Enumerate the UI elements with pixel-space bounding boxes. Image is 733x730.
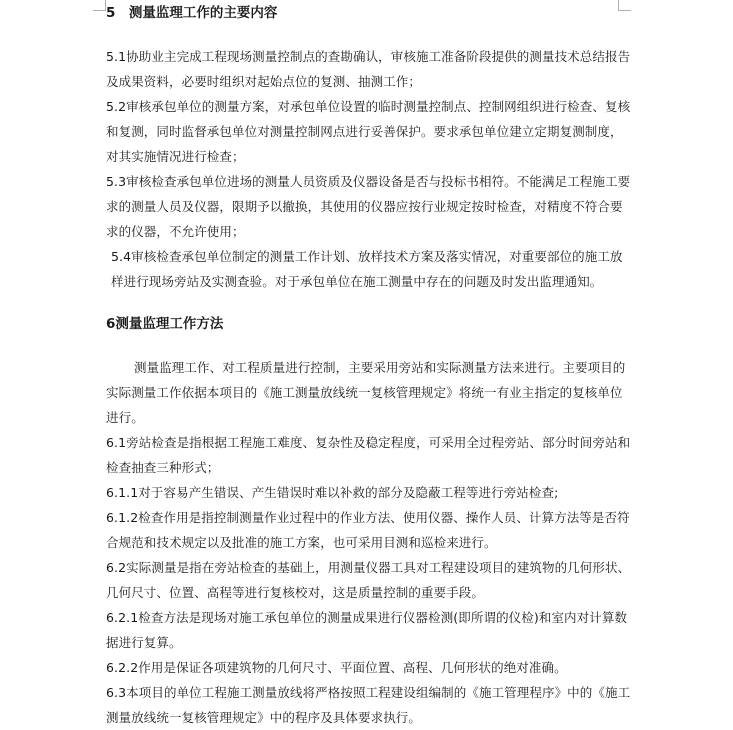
paragraph-5-4: 5.4审核检查承包单位制定的测量工作计划、放样技术方案及落实情况，对重要部位的施工放样进行现场旁站及实测查验。对于承包单位在施工测量中存在的问题及时发出监理通知。 [111,249,623,289]
paragraph-6-1-1: 6.1.1对于容易产生错误、产生错误时难以补救的部分及隐蔽工程等进行旁站检查; [106,485,559,500]
paragraph-6-intro: 测量监理工作、对工程质量进行控制，主要采用旁站和实际测量方法来进行。主要项目的实际测量工作依据本项目的《施工测量放线统一复核管理规定》将统一有业主指定的复核单位进行。 [106,360,626,425]
section-6-heading: 6测量监理工作方法 [106,316,224,332]
paragraph-6-2-2: 6.2.2作用是保证各项建筑物的几何尺寸、平面位置、高程、几何形状的绝对准确。 [106,660,567,675]
page-corner-mark-left [93,0,106,11]
paragraph-6-1-2: 6.1.2检查作用是指控制测量作业过程中的作业方法、使用仪器、操作人员、计算方法等是否符合规范和技术规定以及批准的施工方案，也可采用目测和巡检来进行。 [106,510,630,550]
paragraph-6-3: 6.3本项目的单位工程施工测量放线将严格按照工程建设组编制的《施工管理程序》中的《施工测量放线统一复核管理规定》中的程序及具体要求执行。 [106,685,631,725]
paragraph-5-3: 5.3审核检查承包单位进场的测量人员资质及仪器设备是否与投标书相符。不能满足工程施工要求的测量人员及仪器，限期予以撤换，其使用的仪器应按行业规定按时检查，对精度不符合要求的仪器，不允许使用； [106,174,631,239]
section-5-heading: 5 测量监理工作的主要内容 [106,5,278,21]
paragraph-6-2-1: 6.2.1检查方法是现场对施工承包单位的测量成果进行仪器检测(即所谓的仪检)和室内对计算数据进行复算。 [106,610,628,650]
paragraph-6-1: 6.1旁站检查是指根据工程施工难度、复杂性及稳定程度，可采用全过程旁站、部分时间旁站和检查抽查三种形式； [106,435,631,475]
paragraph-5-2: 5.2审核承包单位的测量方案，对承包单位设置的临时测量控制点、控制网组织进行检查、复核和复测，同时监督承包单位对测量控制网点进行妥善保护。要求承包单位建立定期复测制度，对其实施情况进行检查； [106,99,631,164]
page-corner-mark-right [618,0,631,11]
paragraph-5-1: 5.1协助业主完成工程现场测量控制点的查勘确认，审核施工准备阶段提供的测量技术总结报告及成果资料，必要时组织对起始点位的复测、抽测工作； [106,49,631,89]
paragraph-6-2: 6.2实际测量是指在旁站检查的基础上，用测量仪器工具对工程建设项目的建筑物的几何形状、几何尺寸、位置、高程等进行复核校对，这是质量控制的重要手段。 [106,560,631,600]
